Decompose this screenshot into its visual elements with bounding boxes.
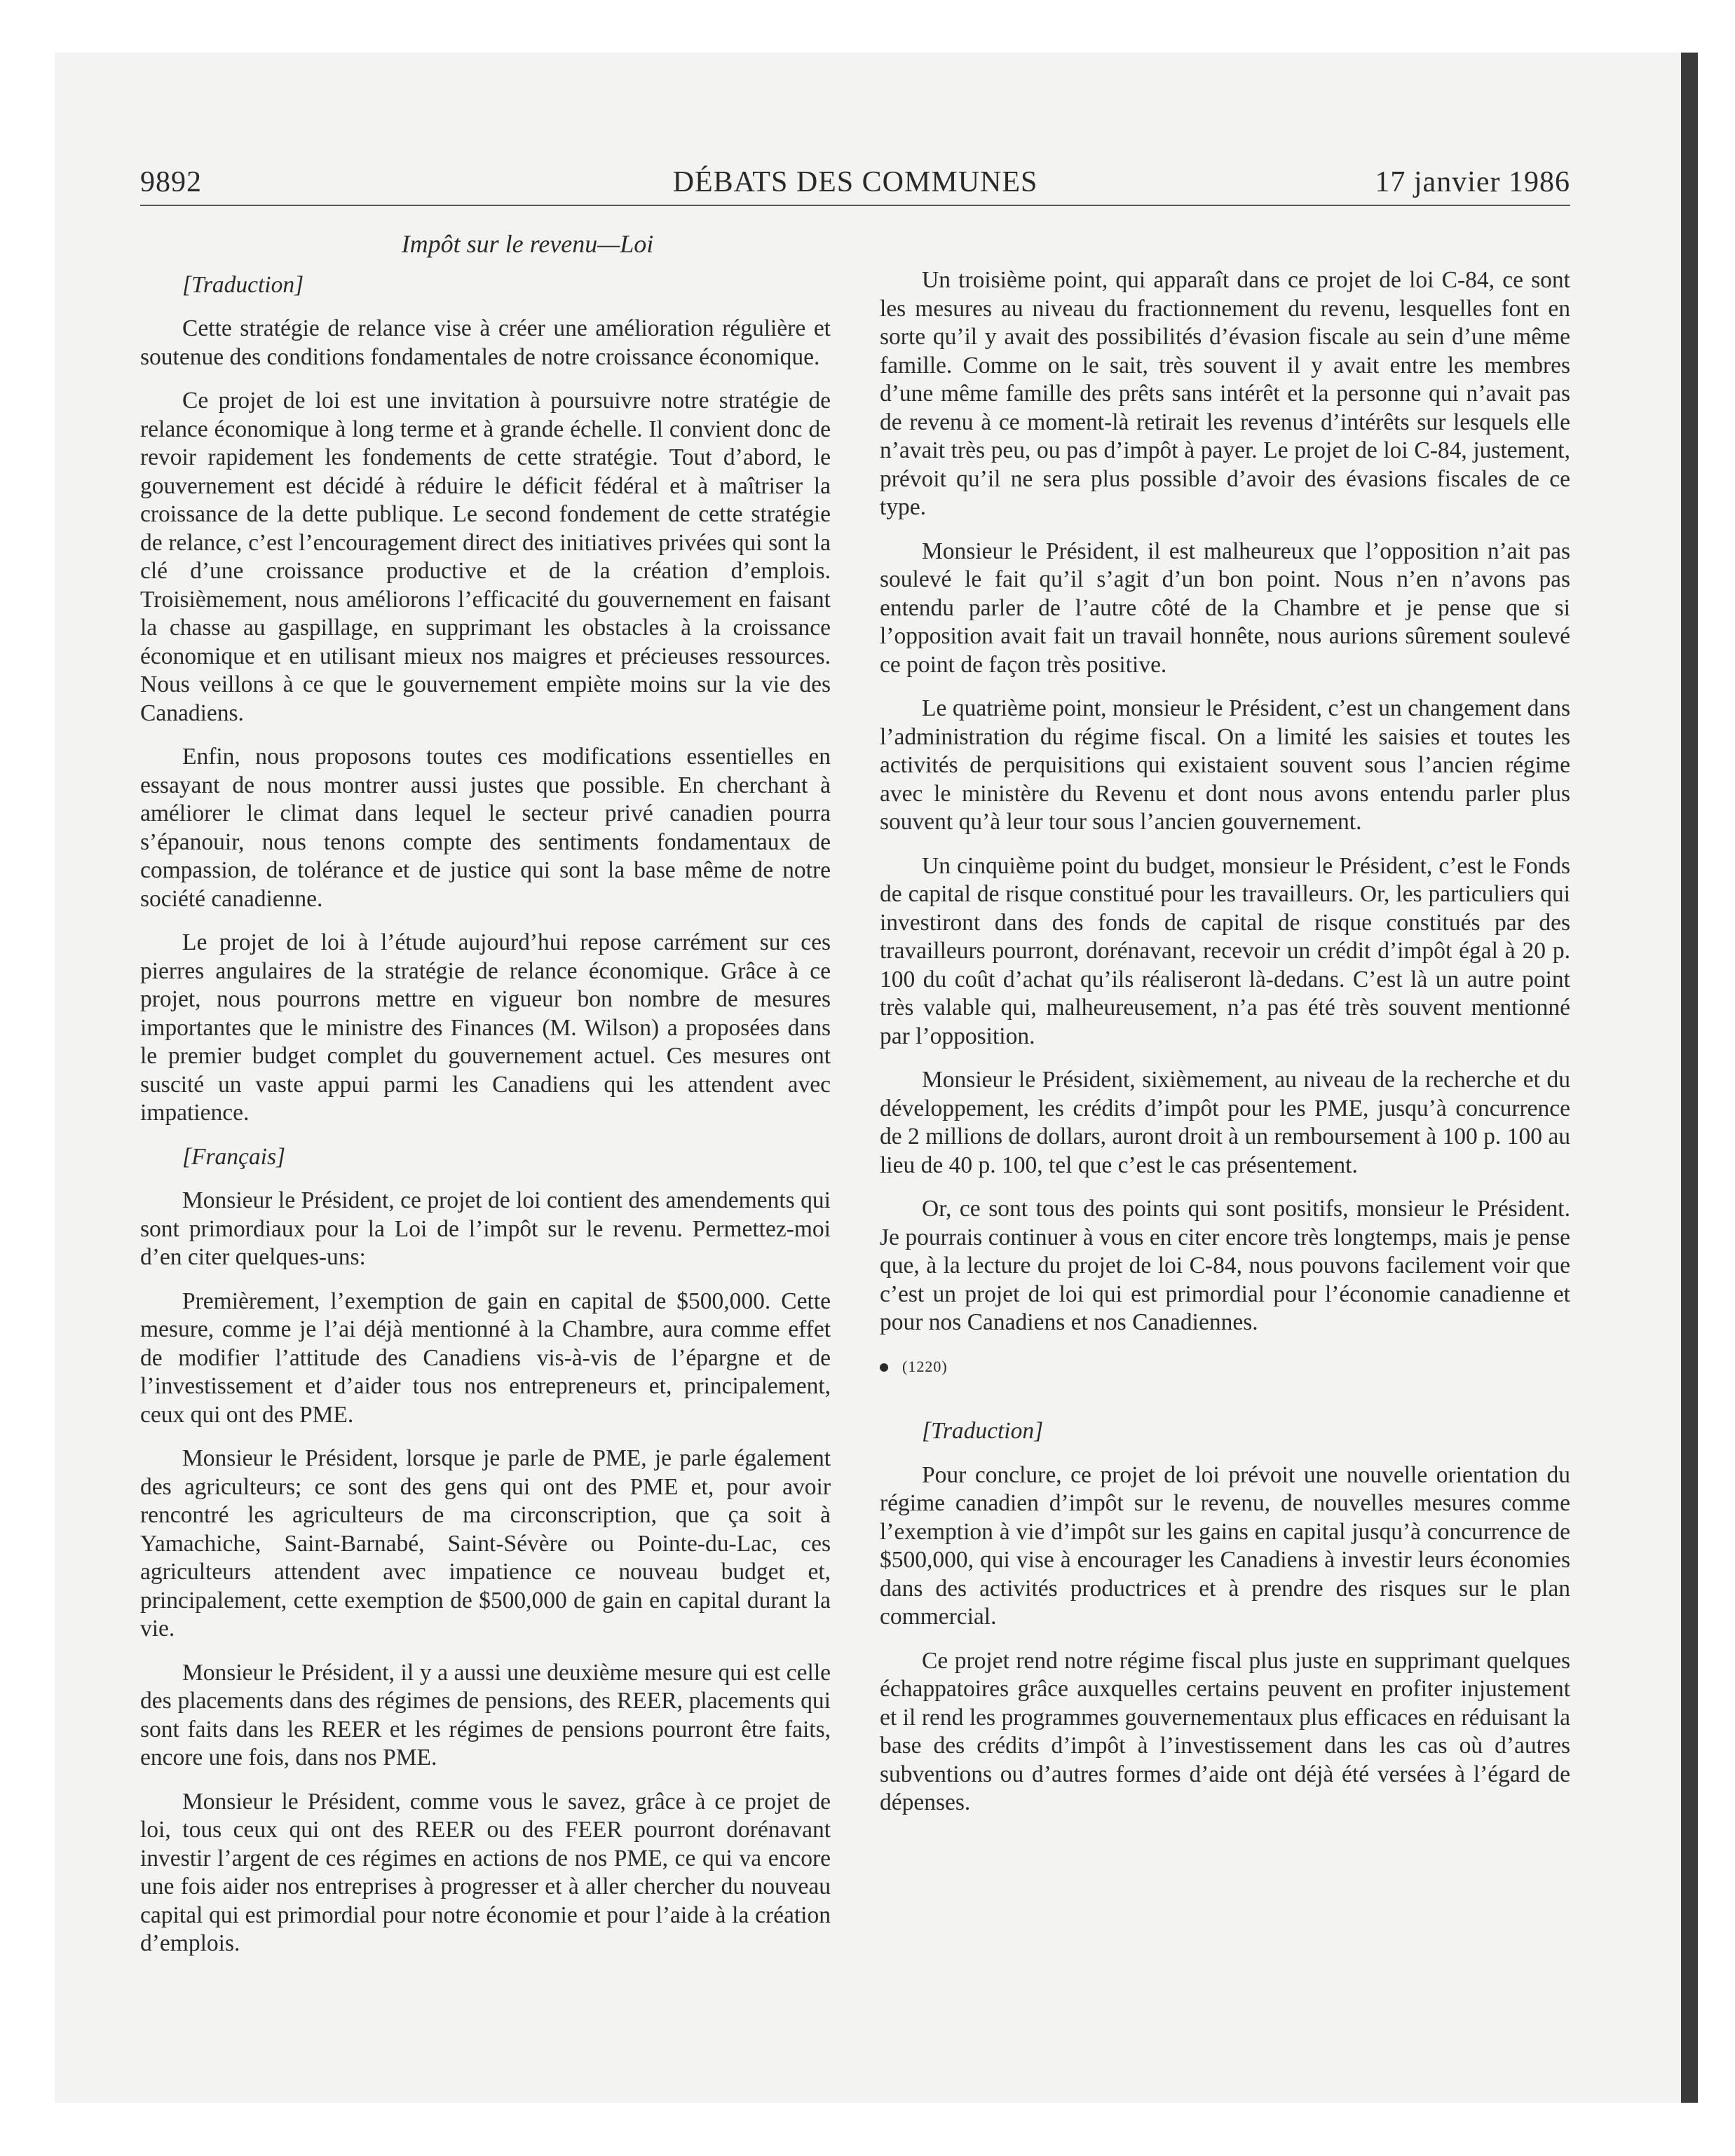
- paragraph: Pour conclure, ce projet de loi prévoit une nouvelle orientation du régime canadien d’impôt sur le revenu, de nouvelles mesures comme l’exemption à vie d’impôt sur les gains en capital jusqu’à concurrence de $500,000, qui vise à encourager les Canadiens à investir leurs économies dans des activités productrices et à prendre des risques sur le plan commercial.: [880, 1461, 1570, 1630]
- paragraph: Monsieur le Président, comme vous le savez, grâce à ce projet de loi, tous ceux qui ont des REER ou des FEER pourront dorénavant investir l’argent de ces régimes en actions de nos PME, ce qui va encore une fois aider nos entreprises à progresser et à aller chercher du nouveau capital qui est primordial pour notre économie et pour l’aide à la création d’emplois.: [140, 1788, 831, 1956]
- time-marker-text: (1220): [902, 1357, 948, 1375]
- paragraph: Ce projet de loi est une invitation à poursuivre notre stratégie de relance économique à long terme et à grande échelle. Il convient donc de revoir rapidement les fondements de cette stratégie. Tout d’abord, le gouvernement est décidé à réduire le déficit fédéral et à maîtriser la croissance de la dette publique. Le second fondement de cette stratégie de relance, c’est l’encouragement direct des initiatives privées qui sont la clé d’une croissance productive et de la création d’emplois. Troisièmement, nous améliorons l’efficacité du gouvernement en faisant la chasse au gaspillage, en supprimant les obstacles à la croissance économique et en utilisant mieux nos maigres et précieuses ressources. Nous veillons à ce que le gouvernement empiète moins sur la vie des Canadiens.: [140, 388, 831, 726]
- language-marker: [Traduction]: [182, 271, 304, 298]
- paragraph: Monsieur le Président, il est malheureux que l’opposition n’ait pas soulevé le fait qu’il s’agit d’un bon point. Nous n’en n’avons pas entendu parler de l’autre côté de la Chambre et je pense que si l’opposition avait fait un travail honnête, nous aurions sûrement soulevé ce point de façon très positive.: [880, 538, 1570, 678]
- paragraph: Cette stratégie de relance vise à créer une amélioration régulière et soutenue des conditions fondamentales de notre croissance économique.: [140, 315, 831, 370]
- paragraph: Un troisième point, qui apparaît dans ce projet de loi C-84, ce sont les mesures au niveau du fractionnement du revenu, lesquelles font en sorte qu’il y avait des possibilités d’évasion fiscale au sein d’une même famille. Comme on le sait, très souvent il y avait entre les membres d’une même famille des prêts sans intérêt et la personne qui n’avait pas de revenu à ce moment-là retirait les revenus d’intérêts sur lesquels elle n’avait très peu, ou pas d’impôt à payer. Le projet de loi C-84, justement, prévoit qu’il ne sera plus possible d’avoir des évasions fiscales de ce type.: [880, 267, 1570, 520]
- scan-edge-bar: [1681, 53, 1698, 2103]
- session-date: 17 janvier 1986: [1375, 166, 1570, 198]
- left-column: [140, 217, 831, 1974]
- publication-title: DÉBATS DES COMMUNES: [672, 166, 1038, 198]
- running-head: [140, 165, 1570, 207]
- page-number: 9892: [140, 166, 202, 198]
- paragraph: Un cinquième point du budget, monsieur le Président, c’est le Fonds de capital de risque constitué pour les travailleurs. Or, les particuliers qui investiront dans des fonds de capital de risque constitués par des travailleurs pourront, dorénavant, recevoir un crédit d’impôt égal à 20 p. 100 du coût d’achat qu’ils réaliseront là-dedans. C’est là un autre point très valable qui, malheureusement, n’a pas été très souvent mentionné par l’opposition.: [880, 852, 1570, 1049]
- header-rule: [140, 205, 1570, 206]
- paragraph: Monsieur le Président, ce projet de loi contient des amendements qui sont primordiaux pour la Loi de l’impôt sur le revenu. Permettez-moi d’en citer quelques-uns:: [140, 1187, 831, 1270]
- time-marker: [880, 1353, 1570, 1381]
- right-column: [880, 217, 1570, 1833]
- paragraph: Monsieur le Président, lorsque je parle de PME, je parle également des agriculteurs; ce sont des gens qui ont des PME et, pour avoir rencontré les agriculteurs de ma circonscription, que ça soit à Yamachiche, Saint-Barnabé, Saint-Sévère ou Pointe-du-Lac, ces agriculteurs attendent avec impatience ce nouveau budget et, principalement, cette exemption de $500,000 de gain en capital durant la vie.: [140, 1445, 831, 1642]
- paragraph: Monsieur le Président, il y a aussi une deuxième mesure qui est celle des placements dans des régimes de pensions, des REER, placements qui sont faits dans les REER et les régimes de pensions pourront être faits, encore une fois, dans nos PME.: [140, 1659, 831, 1770]
- paragraph: Monsieur le Président, sixièmement, au niveau de la recherche et du développement, les crédits d’impôt pour les PME, jusqu’à concurrence de 2 millions de dollars, auront droit à un remboursement à 100 p. 100 au lieu de 40 p. 100, tel que c’est le cas présentement.: [880, 1067, 1570, 1178]
- column-spacer: [880, 217, 1570, 266]
- paragraph: Ce projet rend notre régime fiscal plus juste en supprimant quelques échappatoires grâce auxquelles certains peuvent en profiter injustement et il rend les programmes gouvernementaux plus efficaces en réduisant la base des crédits d’impôt à l’investissement dans les cas où d’autres subventions ou d’autres formes d’aide ont déjà été versées à l’égard de dépenses.: [880, 1647, 1570, 1815]
- language-marker: [Traduction]: [922, 1418, 1044, 1444]
- bullet-icon: [880, 1363, 888, 1372]
- subject-heading: Impôt sur le revenu—Loi: [401, 230, 654, 258]
- paragraph: Enfin, nous proposons toutes ces modifications essentielles en essayant de nous montrer aussi justes que possible. En cherchant à améliorer le climat dans lequel le secteur privé canadien pourra s’épanouir, nous tenons compte des sentiments fondamentaux de compassion, de tolérance et de justice qui sont la base même de notre société canadienne.: [140, 744, 831, 912]
- paragraph: Le projet de loi à l’étude aujourd’hui repose carrément sur ces pierres angulaires de la stratégie de relance économique. Grâce à ce projet, nous pourrons mettre en vigueur bon nombre de mesures importantes que le ministre des Finances (M. Wilson) a proposées dans le premier budget complet du gouvernement actuel. Ces mesures ont suscité un vaste appui parmi les Canadiens qui les attendent avec impatience.: [140, 929, 831, 1126]
- paragraph: Le quatrième point, monsieur le Président, c’est un changement dans l’administration du régime fiscal. On a limité les saisies et toutes les activités de perquisitions qui existaient souvent sous l’ancien régime avec le ministère du Revenu et dont nous avons entendu parler plus souvent qu’à leur tour sous l’ancien gouvernement.: [880, 695, 1570, 835]
- language-marker: [Français]: [182, 1143, 286, 1170]
- paragraph: Premièrement, l’exemption de gain en capital de $500,000. Cette mesure, comme je l’ai déjà mentionné à la Chambre, aura comme effet de modifier l’attitude des Canadiens vis-à-vis de l’épargne et de l’investissement et d’aider tous nos entrepreneurs et, principalement, ceux qui ont des PME.: [140, 1288, 831, 1428]
- paragraph: Or, ce sont tous des points qui sont positifs, monsieur le Président. Je pourrais continuer à vous en citer encore très longtemps, mais je pense que, à la lecture du projet de loi C-84, nous pouvons facilement voir que c’est un projet de loi qui est primordial pour l’économie canadienne et pour nos Canadiens et nos Canadiennes.: [880, 1196, 1570, 1335]
